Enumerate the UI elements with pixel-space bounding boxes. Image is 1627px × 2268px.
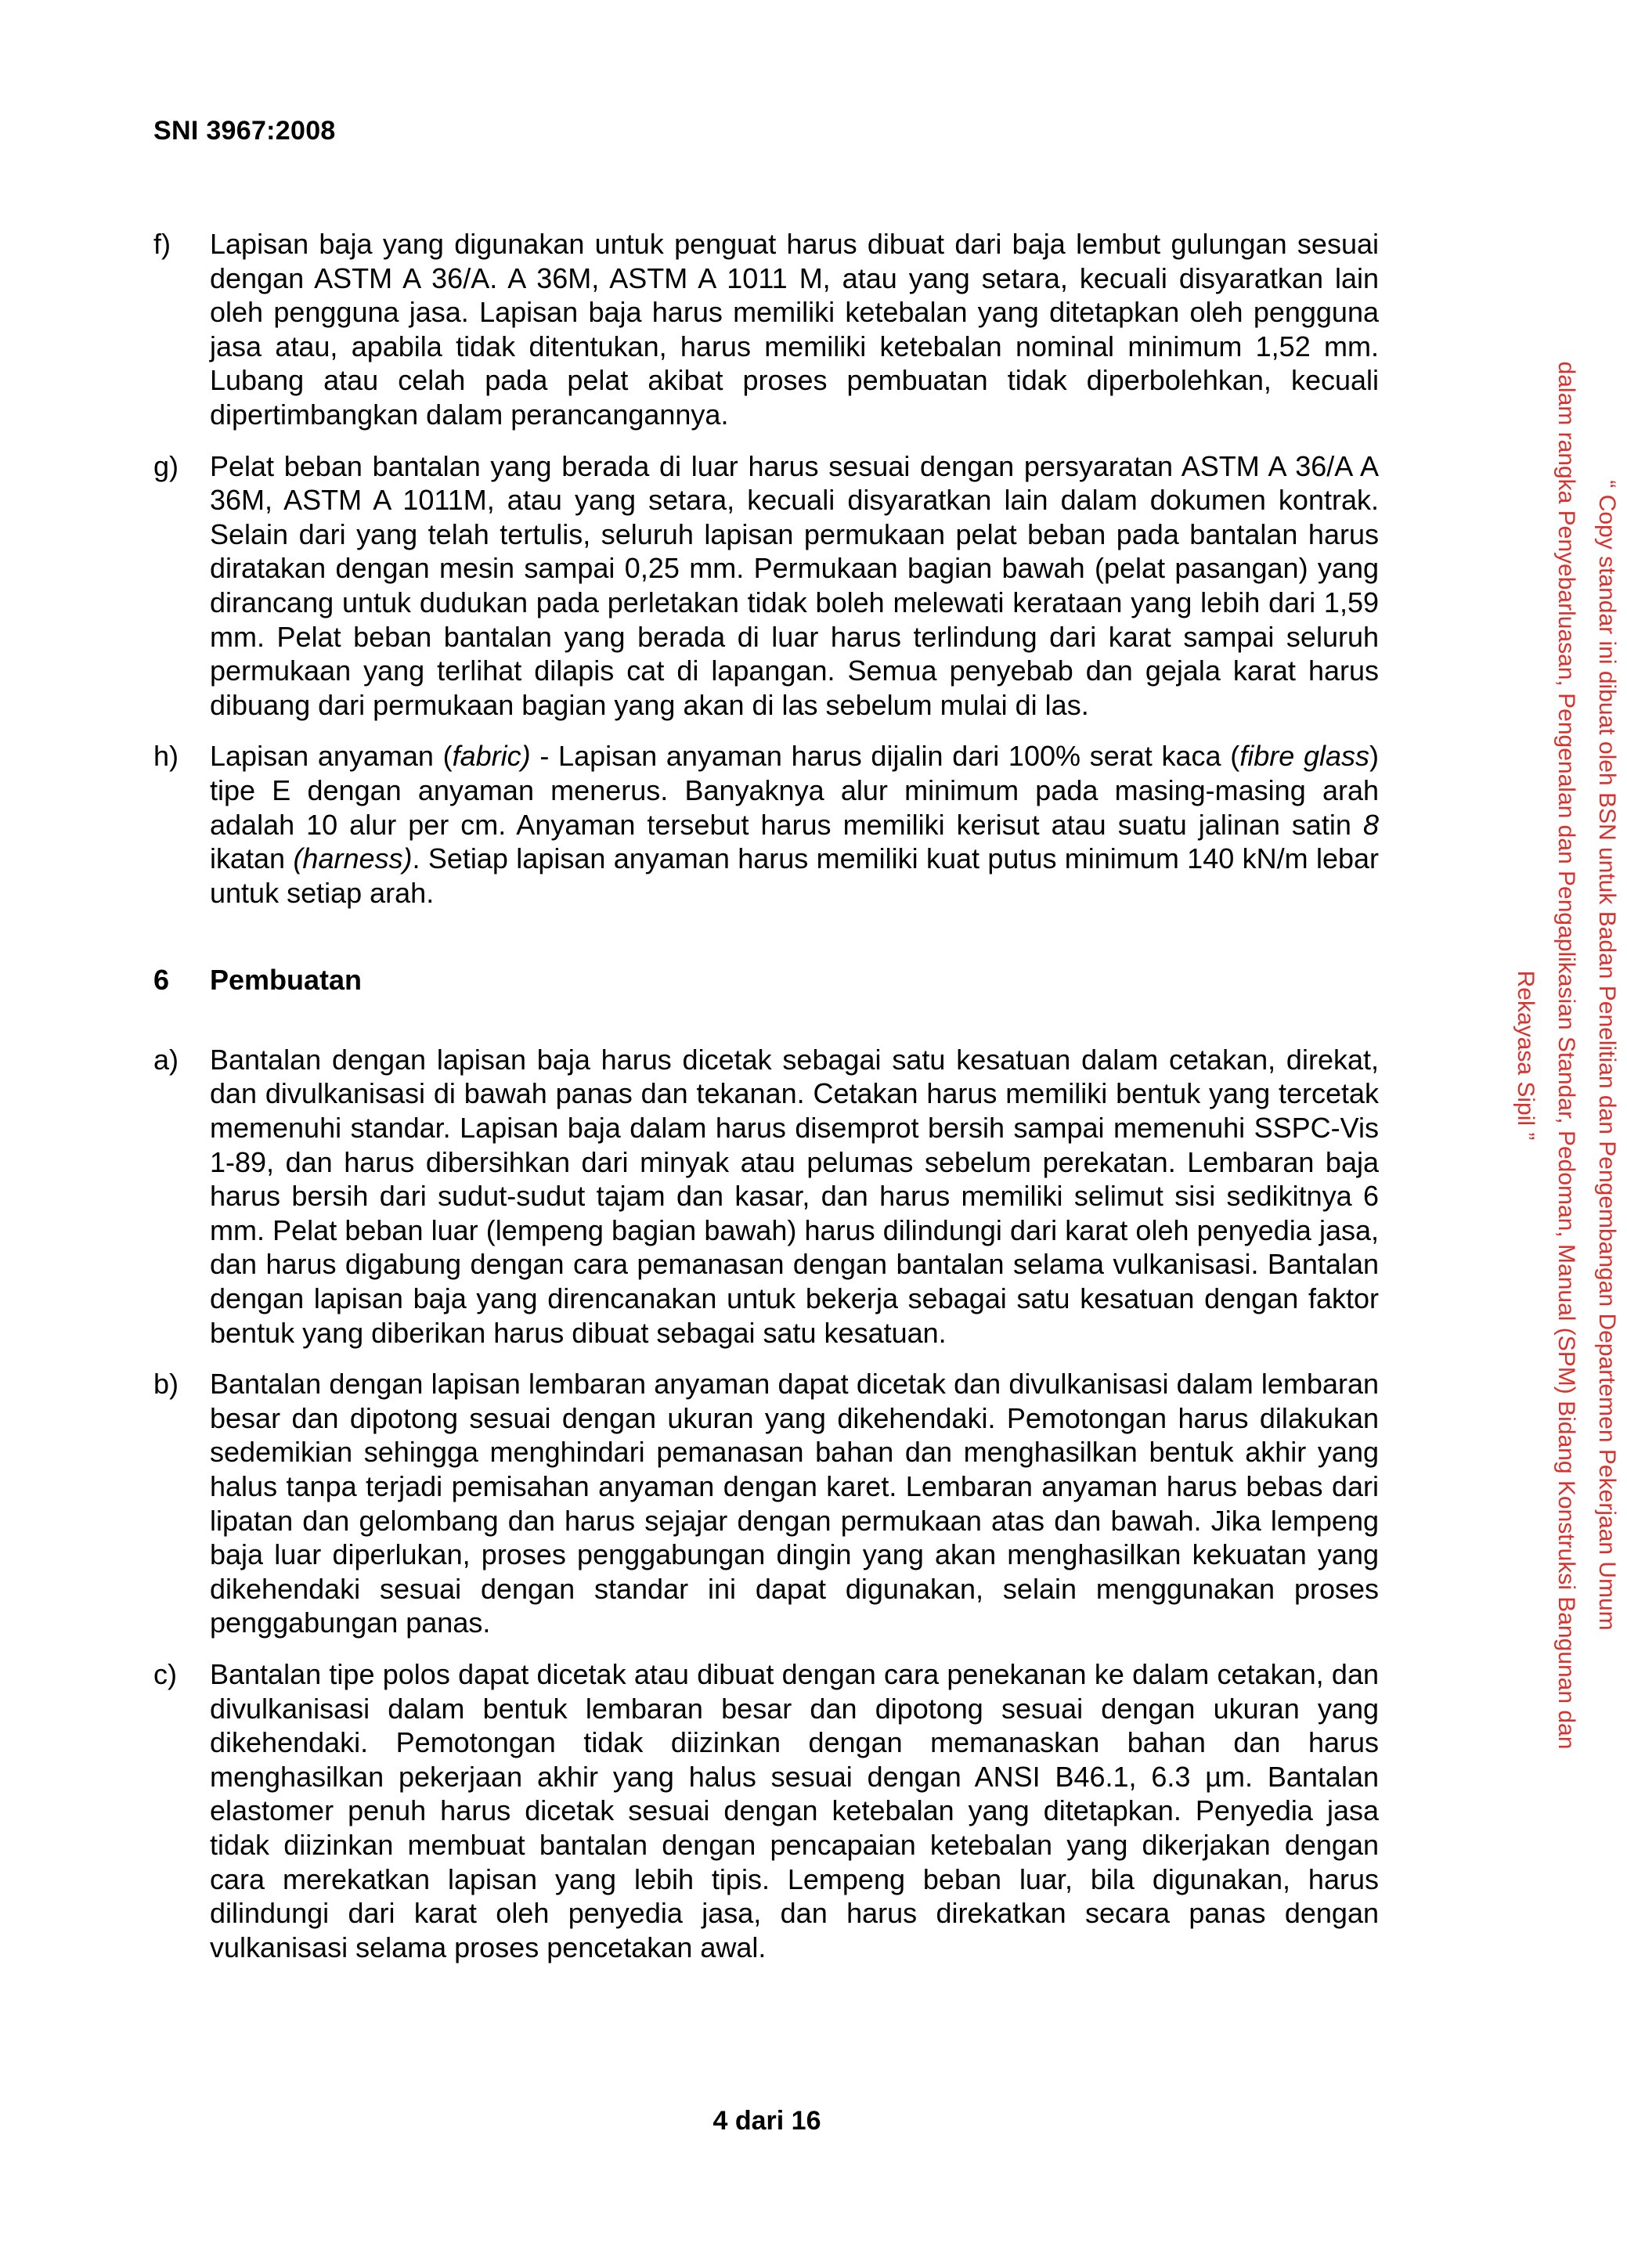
- item-text: Bantalan dengan lapisan baja harus dicetak sebagai satu kesatuan dalam cetakan, direkat, dan divulkanisasi di bawah panas dan tekanan. Cetakan harus memiliki bentuk yang tercetak memenuhi standar. Lapisan baja dalam harus disemprot bersih sampai memenuhi SSPC-Vis 1-89, dan harus dibersihkan dari minyak atau pelumas sebelum perekatan. Lembaran baja harus bersih dari sudut-sudut tajam dan kasar, dan harus memiliki selimut sisi sedikitnya 6 mm. Pelat beban luar (lempeng bagian bawah) harus dilindungi dari karat oleh penyedia jasa, dan harus digabung dengan cara pemanasan dengan bantalan selama vulkanisasi. Bantalan dengan lapisan baja yang direncanakan untuk bekerja sebagai satu kesatuan dengan faktor bentuk yang diberikan harus dibuat sebagai satu kesatuan.: [210, 1043, 1379, 1349]
- list-item-g: [153, 449, 1379, 723]
- watermark-text: [1513, 351, 1627, 1760]
- item-label: c): [153, 1657, 177, 1690]
- section-title: Pembuatan: [210, 964, 363, 997]
- text-run: . Setiap lapisan anyaman harus memiliki kuat putus minimum 140 kN/m lebar untuk setiap arah.: [210, 842, 1379, 909]
- item-text: Bantalan tipe polos dapat dicetak atau dibuat dengan cara penekanan ke dalam cetakan, dan divulkanisasi dalam bentuk lembaran besar dan dipotong sesuai dengan ukuran yang dikehendaki. Pemotongan tidak diizinkan dengan memanaskan bahan dan harus menghasilkan pekerjaan akhir yang halus sesuai dengan ANSI B46.1, 6.3 µm. Bantalan elastomer penuh harus dicetak sesuai dengan ketebalan yang ditetapkan. Penyedia jasa tidak diizinkan membuat bantalan dengan pencapaian ketebalan yang dikerjakan dengan cara merekatkan lapisan yang lebih tipis. Lempeng beban luar, bila digunakan, harus dilindungi dari karat oleh penyedia jasa, dan harus direkatkan secara panas dengan vulkanisasi selama proses pencetakan awal.: [210, 1657, 1379, 1963]
- item-text: Pelat beban bantalan yang berada di luar harus sesuai dengan persyaratan ASTM A 36/A A 36M, ASTM A 1011M, atau yang setara, kecuali disyaratkan lain dalam dokumen kontrak. Selain dari yang telah tertulis, seluruh lapisan permukaan pelat beban pada bantalan harus diratakan dengan mesin sampai 0,25 mm. Permukaan bagian bawah (pelat pasangan) yang dirancang untuk dudukan pada perletakan tidak boleh melewati kerataan yang lebih dari 1,59 mm. Pelat beban bantalan yang berada di luar harus terlindung dari karat sampai seluruh permukaan yang terlihat dilapis cat di lapangan. Semua penyebab dan gejala karat harus dibuang dari permukaan bagian yang akan di las sebelum mulai di las.: [210, 449, 1379, 721]
- item-label: h): [153, 740, 179, 773]
- page-number: 4 dari 16: [712, 2106, 821, 2136]
- watermark-line-2: dalam rangka Penyebarluasan, Pengenalan dan Pengaplikasian Standar, Pedoman, Manual (SPM) Bidang Konstruksi Bangunan dan Rekayasa Sipil ”: [1513, 361, 1579, 1750]
- italic-term: 8: [1362, 808, 1379, 841]
- italic-term: fibre glass: [1239, 740, 1369, 773]
- text-run: Lapisan anyaman (: [210, 740, 453, 773]
- italic-term: (harness): [293, 842, 413, 875]
- list-item-f: [153, 227, 1379, 432]
- list-item-h: [153, 739, 1379, 910]
- section-heading: [153, 963, 1379, 997]
- item-label: a): [153, 1043, 179, 1076]
- list-item-a: [153, 1043, 1379, 1350]
- text-run: ikatan: [210, 842, 294, 875]
- list-item-b: [153, 1367, 1379, 1640]
- text-run: - Lapisan anyaman harus dijalin dari 100% serat kaca (: [530, 740, 1240, 773]
- watermark-line-1: “ Copy standar ini dibuat oleh BSN untuk Badan Penelitian dan Pengembangan Departemen Pekerjaan Umum: [1594, 480, 1620, 1631]
- item-label: b): [153, 1368, 179, 1401]
- item-text: Bantalan dengan lapisan lembaran anyaman dapat dicetak dan divulkanisasi dalam lembaran besar dan dipotong sesuai dengan ukuran yang dikehendaki. Pemotongan harus dilakukan sedemikian sehingga menghindari pemanasan bahan dan menghasilkan bentuk akhir yang halus tanpa terjadi pemisahan anyaman dengan karet. Lembaran anyaman harus bebas dari lipatan dan gelombang dan harus sejajar dengan permukaan atas dan bawah. Jika lempeng baja luar diperlukan, proses penggabungan dingin yang akan menghasilkan kekuatan yang dikehendaki sesuai dengan standar ini dapat digunakan, selain menggunakan proses penggabungan panas.: [210, 1368, 1379, 1639]
- copyright-watermark: [1513, 351, 1627, 1760]
- text-run: ) tipe E dengan anyaman menerus. Banyaknya alur minimum pada masing-masing arah adalah 10 alur per cm. Anyaman tersebut harus memiliki kerisut atau suatu jalinan satin: [210, 740, 1379, 841]
- document-body: [153, 227, 1379, 1981]
- item-text: [210, 739, 1379, 910]
- list-item-c: [153, 1657, 1379, 1964]
- item-label: g): [153, 449, 179, 482]
- item-label: f): [153, 228, 171, 260]
- italic-term: fabric): [452, 740, 531, 773]
- item-text: Lapisan baja yang digunakan untuk penguat harus dibuat dari baja lembut gulungan sesuai dengan ASTM A 36/A. A 36M, ASTM A 1011 M, atau yang setara, kecuali disyaratkan lain oleh pengguna jasa. Lapisan baja harus memiliki ketebalan yang ditetapkan oleh pengguna jasa atau, apabila tidak ditentukan, harus memiliki ketebalan nominal minimum 1,52 mm. Lubang atau celah pada pelat akibat proses pembuatan tidak diperbolehkan, kecuali dipertimbangkan dalam perancangannya.: [210, 228, 1379, 431]
- document-header: SNI 3967:2008: [153, 116, 336, 146]
- section-number: 6: [153, 964, 170, 997]
